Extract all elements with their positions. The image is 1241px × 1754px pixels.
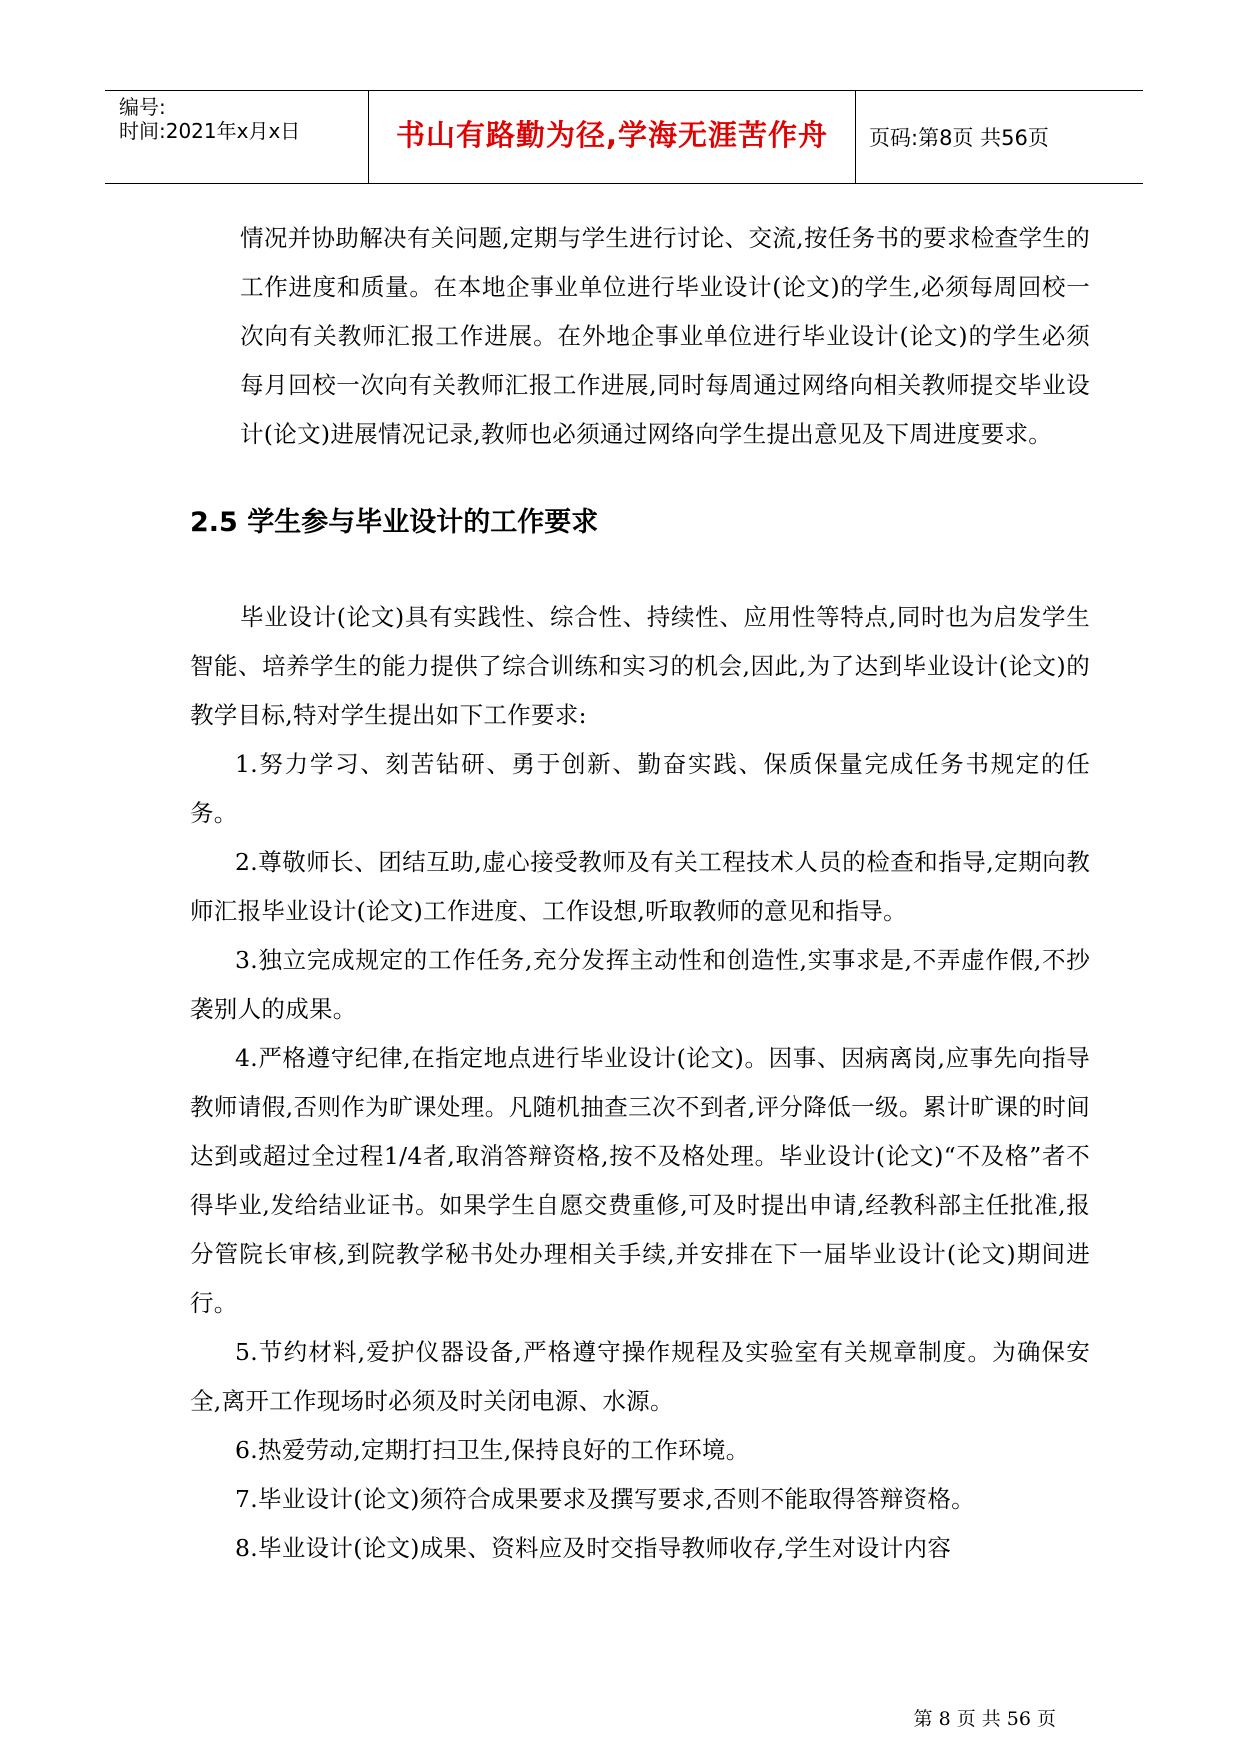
requirement-item-8: 8.毕业设计(论文)成果、资料应及时交指导教师收存,学生对设计内容 [235,1534,952,1562]
header-motto: 书山有路勤为径,学海无涯苦作舟 [395,118,829,152]
requirement-item-5: 5.节约材料,爱护仪器设备,严格遵守操作规程及实验室有关规章制度。为确保安全,离开工作现场时必须及时关闭电源、水源。 [190,1338,1090,1415]
section-heading: 2.5 学生参与毕业设计的工作要求 [190,507,599,538]
document-header [105,90,1143,184]
header-page-cell [855,91,1143,183]
document-body [190,214,1090,1573]
requirement-item-2: 2.尊敬师长、团结互助,虚心接受教师及有关工程技术人员的检查和指导,定期向教师汇报毕业设计(论文)工作进度、工作设想,听取教师的意见和指导。 [190,848,1090,925]
requirement-item-3: 3.独立完成规定的工作任务,充分发挥主动性和创造性,实事求是,不弄虚作假,不抄袭别人的成果。 [190,946,1090,1023]
requirement-item-6: 6.热爱劳动,定期打扫卫生,保持良好的工作环境。 [235,1436,750,1464]
document-time: 时间:2021年x月x日 [119,119,301,143]
intro-paragraph: 毕业设计(论文)具有实践性、综合性、持续性、应用性等特点,同时也为启发学生智能、培养学生的能力提供了综合训练和实习的机会,因此,为了达到毕业设计(论文)的教学目标,特对学生提出如下工作要求: [190,603,1090,729]
requirement-item-4: 4.严格遵守纪律,在指定地点进行毕业设计(论文)。因事、因病离岗,应事先向指导教师请假,否则作为旷课处理。凡随机抽查三次不到者,评分降低一级。累计旷课的时间达到或超过全过程1/4者,取消答辩资格,按不及格处理。毕业设计(论文)“不及格”者不得毕业,发给结业证书。如果学生自愿交费重修,可及时提出申请,经教科部主任批准,报分管院长审核,到院教学秘书处办理相关手续,并安排在下一届毕业设计(论文)期间进行。 [190,1044,1090,1317]
header-meta-cell [105,91,368,183]
header-motto-cell [368,91,856,183]
page-footer: 第 8 页 共 56 页 [913,1708,1056,1730]
requirement-item-1: 1.努力学习、刻苦钻研、勇于创新、勤奋实践、保质保量完成任务书规定的任务。 [190,750,1090,827]
header-page-number: 页码:第8页 共56页 [869,126,1049,150]
continuation-paragraph: 情况并协助解决有关问题,定期与学生进行讨论、交流,按任务书的要求检查学生的工作进度和质量。在本地企事业单位进行毕业设计(论文)的学生,必须每周回校一次向有关教师汇报工作进展。在外地企事业单位进行毕业设计(论文)的学生必须每月回校一次向有关教师汇报工作进展,同时每周通过网络向相关教师提交毕业设计(论文)进展情况记录,教师也必须通过网络向学生提出意见及下周进度要求。 [240,224,1090,448]
requirement-item-7: 7.毕业设计(论文)须符合成果要求及撰写要求,否则不能取得答辩资格。 [235,1485,975,1513]
document-code: 编号: [119,95,166,119]
